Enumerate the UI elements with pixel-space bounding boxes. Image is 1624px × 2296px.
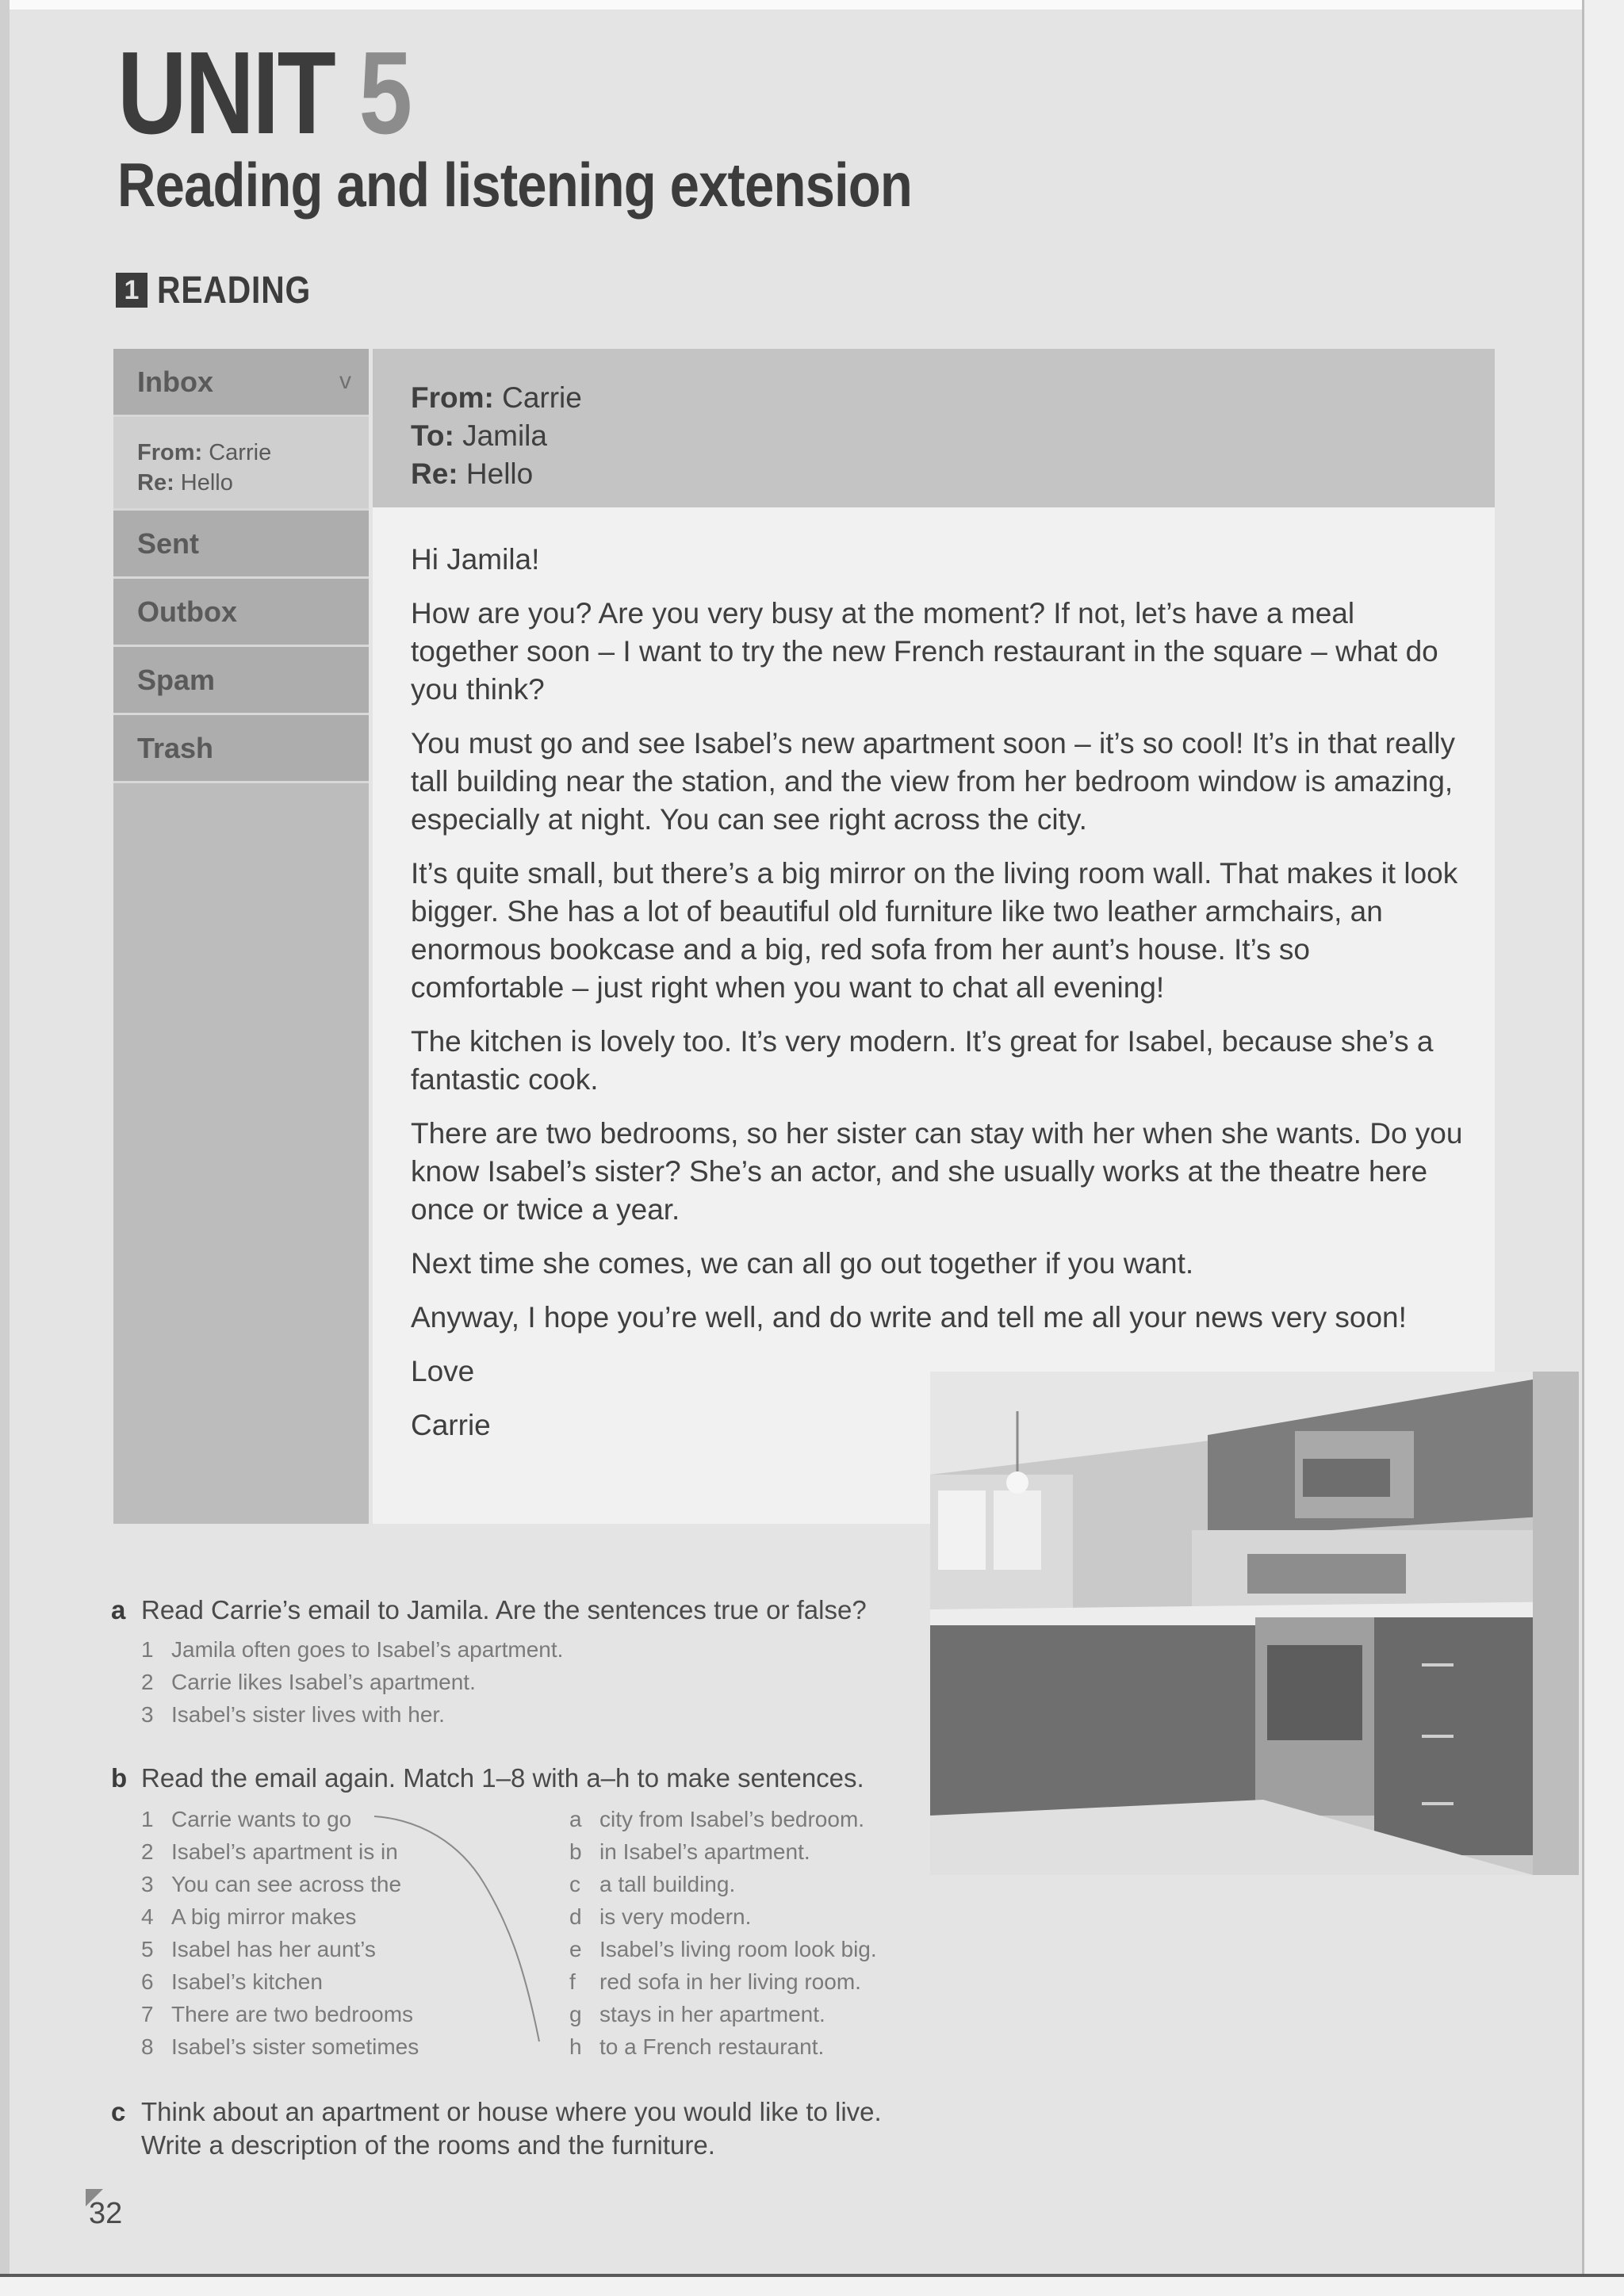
item-text: A big mirror makes xyxy=(171,1904,357,1929)
item-text: Isabel’s living room look big. xyxy=(599,1937,877,1961)
preview-from: Carrie xyxy=(209,440,272,465)
to-value: Jamila xyxy=(462,419,547,452)
exercise-letter: a xyxy=(111,1595,126,1624)
email-paragraph: It’s quite small, but there’s a big mirror on the living room wall. That makes it look bigger. She has a lot of beautiful old furniture like two leather armchairs, an enormous bookcase and a big, red sofa from her aunt’s house. It’s so comfortable – just right when you want to chat all evening! xyxy=(411,857,1458,1004)
item-text: Isabel’s apartment is in xyxy=(171,1839,398,1864)
folder-inbox[interactable] xyxy=(113,349,369,417)
item-text: to a French restaurant. xyxy=(599,2034,825,2059)
item-text: is very modern. xyxy=(599,1904,752,1929)
section-heading xyxy=(116,268,338,312)
item-number: 3 xyxy=(141,1872,154,1896)
unit-heading xyxy=(117,28,411,159)
example-match-line xyxy=(373,1812,579,2049)
exercise-c xyxy=(111,2095,882,2162)
folder-outbox[interactable] xyxy=(113,579,369,647)
preview-from-label: From: xyxy=(137,440,203,465)
list-item xyxy=(569,1965,877,1998)
list-item xyxy=(141,1666,563,1698)
exercise-a xyxy=(111,1594,867,1627)
list-item xyxy=(569,1933,877,1965)
subject-value: Hello xyxy=(465,457,534,490)
list-item xyxy=(569,2030,877,2063)
exercise-instruction: Read Carrie’s email to Jamila. Are the sentences true or false? xyxy=(141,1595,867,1624)
match-right-column xyxy=(569,1803,877,2063)
item-letter: c xyxy=(569,1872,580,1896)
item-letter: b xyxy=(569,1839,582,1864)
item-text: Carrie wants to go xyxy=(171,1807,352,1831)
exercise-instruction: Read the email again. Match 1–8 with a–h to make sentences. xyxy=(141,1763,864,1793)
section-title: READING xyxy=(157,269,312,312)
list-item xyxy=(141,1633,563,1666)
item-number: 2 xyxy=(141,1839,154,1864)
item-number: 6 xyxy=(141,1969,154,1994)
exercise-b xyxy=(111,1762,864,1795)
item-text: There are two bedrooms xyxy=(171,2002,414,2026)
item-number: 8 xyxy=(141,2034,154,2059)
list-item xyxy=(569,1803,877,1835)
item-number: 1 xyxy=(141,1637,154,1662)
item-text: Isabel’s sister sometimes xyxy=(171,2034,419,2059)
item-text: Isabel’s kitchen xyxy=(171,1969,323,1994)
email-paragraph: How are you? Are you very busy at the moment? If not, let’s have a meal together soon – I want to try the new French restaurant in the square – what do you think? xyxy=(411,597,1438,706)
list-item xyxy=(569,1998,877,2030)
exercise-letter: c xyxy=(111,2097,126,2126)
item-letter: e xyxy=(569,1937,582,1961)
preview-re-label: Re: xyxy=(137,470,174,496)
unit-word: UNIT xyxy=(117,28,335,159)
email-paragraph: The kitchen is lovely too. It’s very modern. It’s great for Isabel, because she’s a fantastic cook. xyxy=(411,1025,1434,1096)
from-value: Carrie xyxy=(502,381,582,414)
preview-subject: Hello xyxy=(180,470,233,496)
from-label: From: xyxy=(411,381,494,414)
exercise-a-items xyxy=(141,1633,563,1731)
folder-label: Outbox xyxy=(137,595,237,628)
page-number-text: 32 xyxy=(89,2197,123,2230)
kitchen-illustration xyxy=(930,1372,1579,1875)
item-text: stays in her apartment. xyxy=(599,2002,825,2026)
unit-subtitle: Reading and listening extension xyxy=(117,150,913,220)
section-number-badge: 1 xyxy=(116,273,147,308)
page-left-edge xyxy=(0,0,10,2293)
item-letter: h xyxy=(569,2034,582,2059)
exercise-instruction: Think about an apartment or house where you would like to live. xyxy=(141,2097,882,2126)
item-text: Carrie likes Isabel’s apartment. xyxy=(171,1670,476,1694)
email-signoff: Love xyxy=(411,1355,475,1387)
page-number xyxy=(89,2197,122,2231)
folder-label: Sent xyxy=(137,526,200,560)
item-text: Jamila often goes to Isabel’s apartment. xyxy=(171,1637,564,1662)
item-text: Isabel has her aunt’s xyxy=(171,1937,376,1961)
email-header xyxy=(373,349,1495,507)
chevron-down-icon[interactable]: v xyxy=(339,368,351,394)
email-paragraph: Hi Jamila! xyxy=(411,543,540,576)
folder-label: Trash xyxy=(137,731,214,764)
list-item xyxy=(569,1868,877,1900)
item-number: 4 xyxy=(141,1904,154,1929)
message-preview[interactable] xyxy=(113,417,369,511)
kitchen-photo xyxy=(930,1372,1579,1875)
item-text: You can see across the xyxy=(171,1872,402,1896)
page-right-margin xyxy=(1582,0,1624,2293)
email-paragraph: You must go and see Isabel’s new apartment soon – it’s so cool! It’s in that really tall building near the station, and the view from her bedroom window is amazing, especially at night. You can see right across the city. xyxy=(411,727,1456,836)
folder-label: Inbox xyxy=(137,365,213,398)
subject-label: Re: xyxy=(411,457,458,490)
item-number: 1 xyxy=(141,1807,154,1831)
item-number: 7 xyxy=(141,2002,154,2026)
email-paragraph: Anyway, I hope you’re well, and do write and tell me all your news very soon! xyxy=(411,1301,1407,1334)
page-top-edge xyxy=(0,0,1624,10)
list-item xyxy=(141,1698,563,1731)
email-paragraph: Next time she comes, we can all go out together if you want. xyxy=(411,1247,1194,1280)
list-item xyxy=(569,1835,877,1868)
unit-number: 5 xyxy=(358,28,411,159)
item-number: 3 xyxy=(141,1702,154,1727)
exercise-letter: b xyxy=(111,1763,128,1793)
item-text: city from Isabel’s bedroom. xyxy=(599,1807,865,1831)
email-sidebar xyxy=(113,349,369,1524)
corner-mark-icon xyxy=(86,2189,103,2206)
email-signature: Carrie xyxy=(411,1409,491,1441)
item-text: in Isabel’s apartment. xyxy=(599,1839,810,1864)
item-letter: a xyxy=(569,1807,582,1831)
item-text: a tall building. xyxy=(599,1872,736,1896)
item-text: red sofa in her living room. xyxy=(599,1969,861,1994)
folder-sent[interactable] xyxy=(113,511,369,579)
folder-spam[interactable] xyxy=(113,647,369,715)
folder-trash[interactable] xyxy=(113,715,369,783)
exercise-instruction-line2: Write a description of the rooms and the furniture. xyxy=(141,2130,715,2160)
email-paragraph: There are two bedrooms, so her sister can stay with her when she wants. Do you know Isabel’s sister? She’s an actor, and she usually works at the theatre here once or twice a year. xyxy=(411,1117,1463,1226)
item-number: 2 xyxy=(141,1670,154,1694)
to-label: To: xyxy=(411,419,454,452)
item-letter: f xyxy=(569,1969,576,1994)
folder-label: Spam xyxy=(137,663,216,696)
item-letter: g xyxy=(569,2002,582,2026)
item-text: Isabel’s sister lives with her. xyxy=(171,1702,445,1727)
item-letter: d xyxy=(569,1904,582,1929)
item-number: 5 xyxy=(141,1937,154,1961)
list-item xyxy=(569,1900,877,1933)
